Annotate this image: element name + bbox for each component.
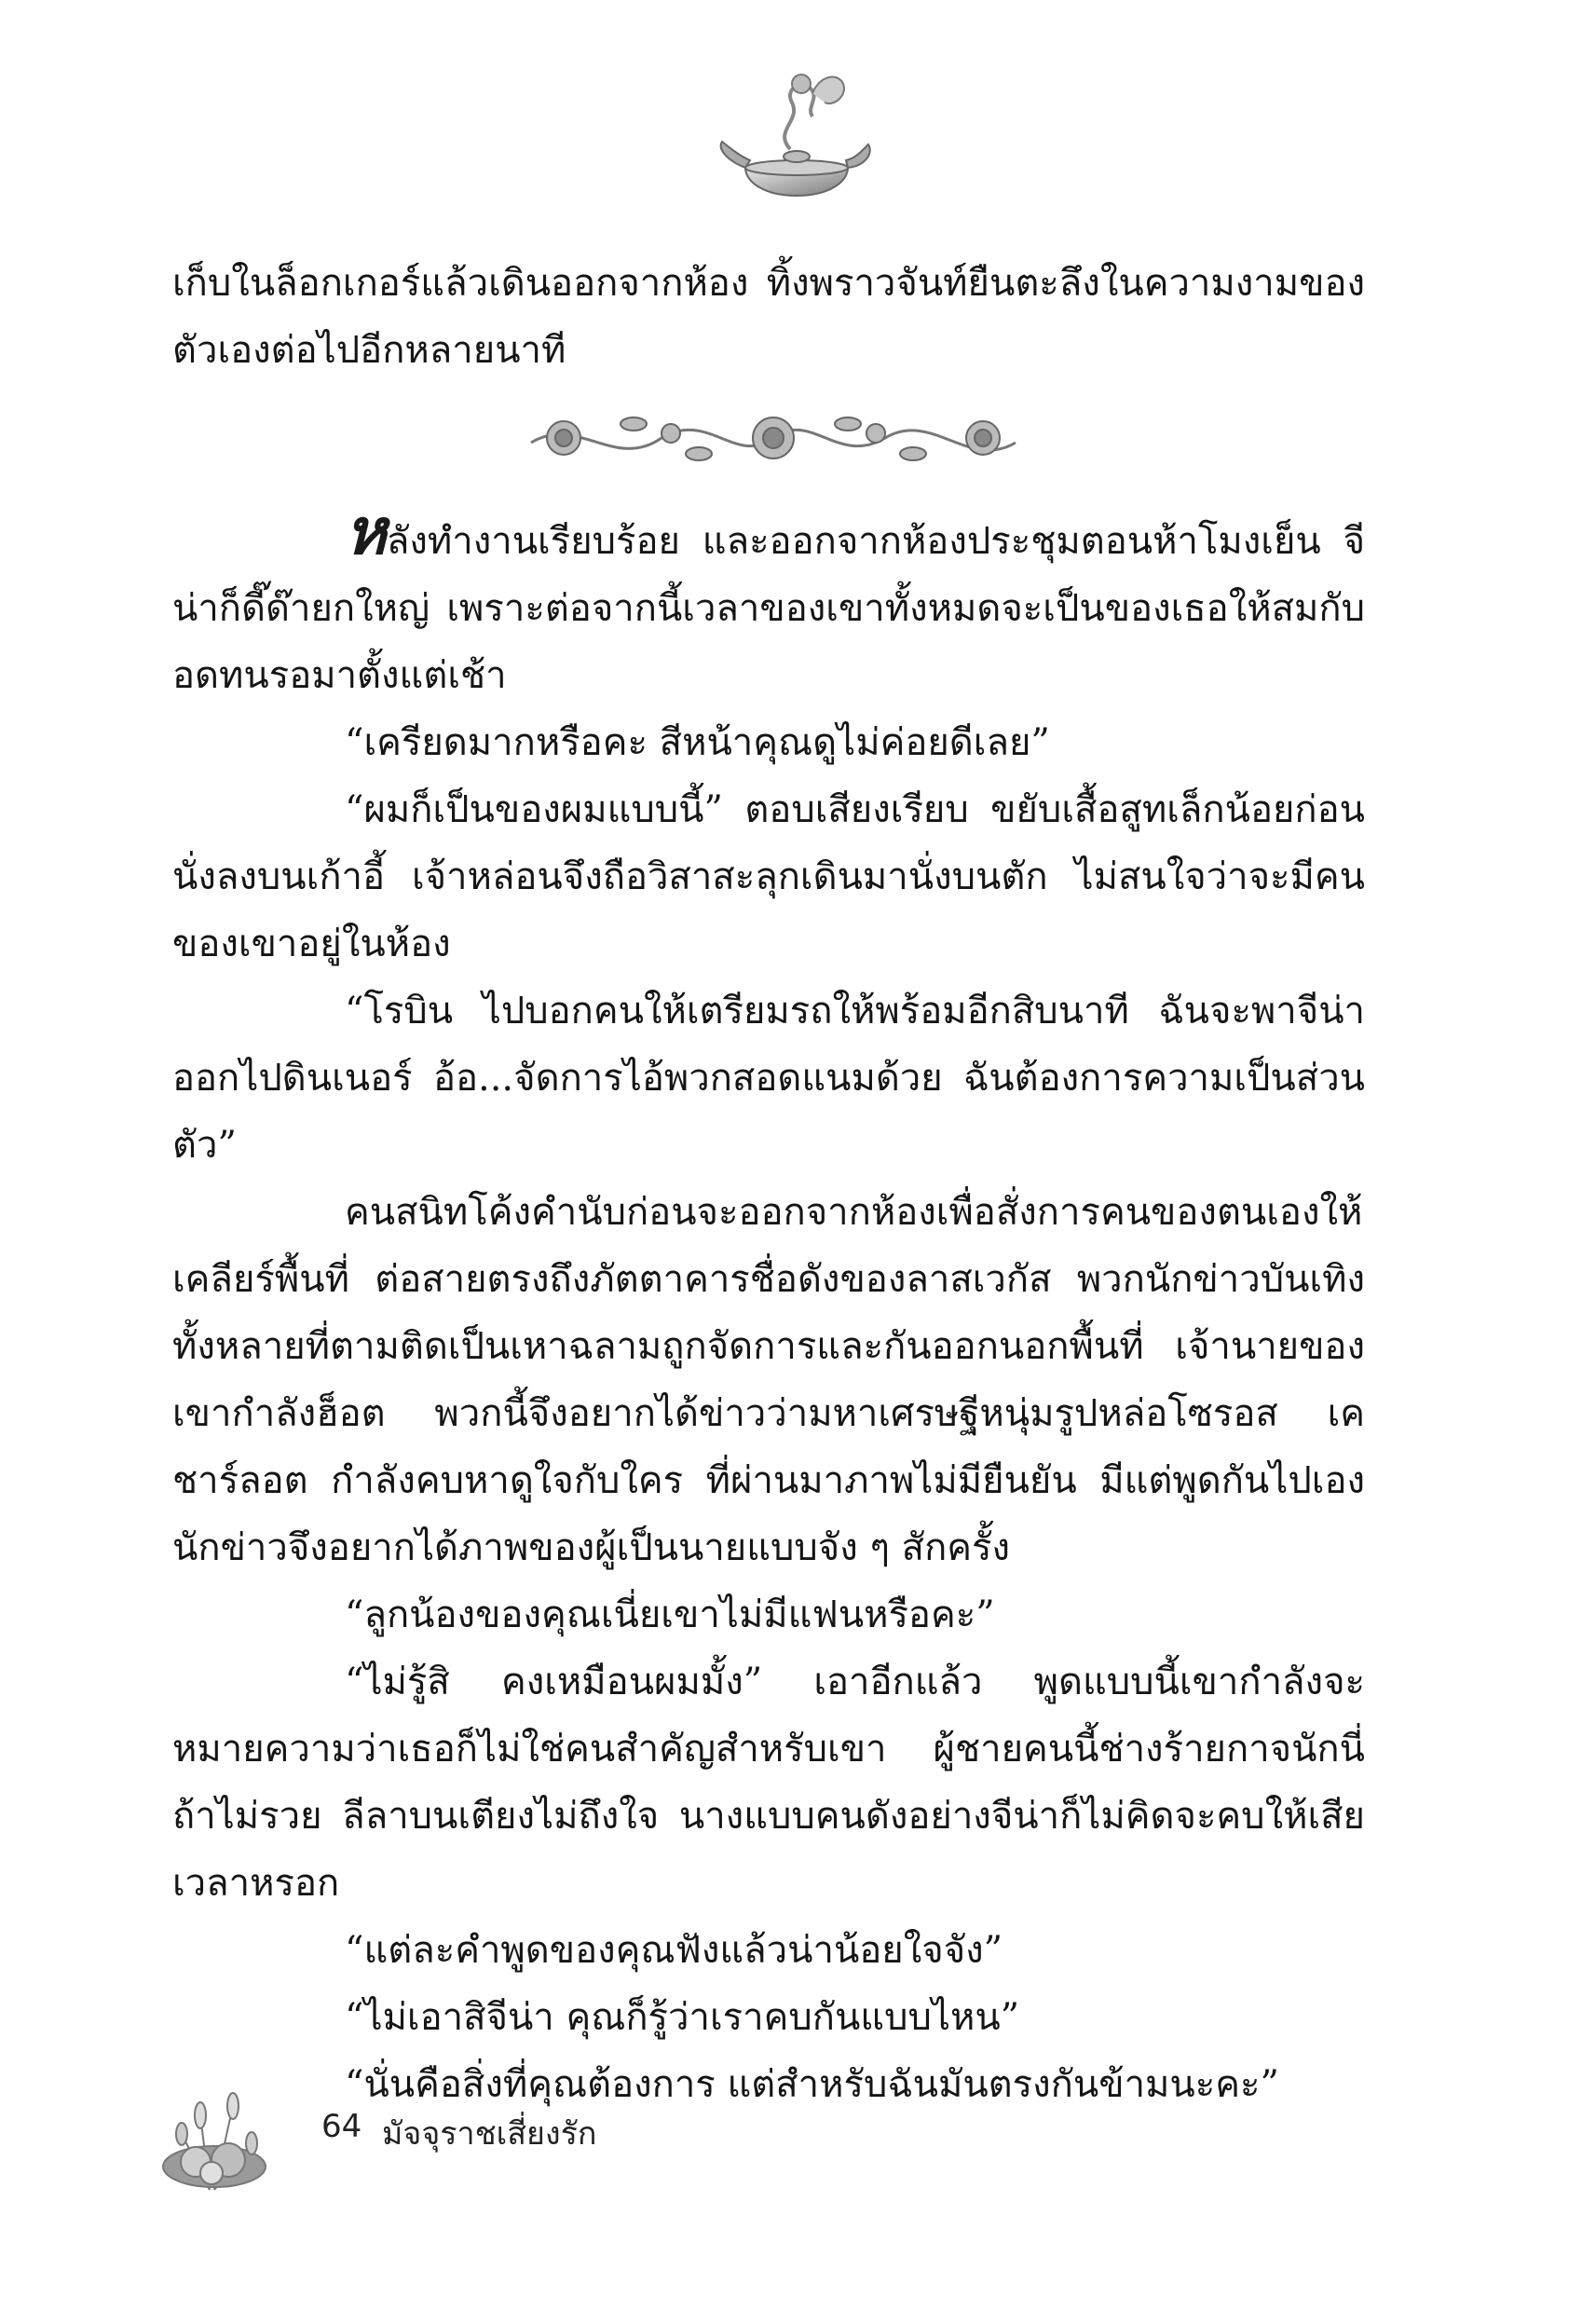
book-title: มัจจุราชเสี่ยงรัก bbox=[382, 2115, 597, 2153]
page-number: 64 bbox=[321, 2108, 362, 2145]
paragraph: “โรบิน ไปบอกคนให้เตรียมรถให้พร้อมอีกสิบนาที ฉันจะพาจีน่าออกไปดินเนอร์ อ้อ...จัดการไอ้พวกสอดแนมด้วย ฉันต้องการความเป็นส่วนตัว” bbox=[172, 990, 1365, 1167]
paragraph: “ไม่เอาสิจีน่า คุณก็รู้ว่าเราคบกันแบบไหน” bbox=[345, 1996, 1020, 2039]
genie-lamp-icon bbox=[708, 56, 885, 219]
flower-bouquet-icon bbox=[144, 2078, 284, 2199]
main-text-block bbox=[172, 495, 1365, 2118]
paragraph: “ผมก็เป็นของผมแบบนี้” ตอบเสียงเรียบ ขยับเสื้อสูทเล็กน้อยก่อนนั่งลงบนเก้าอี้ เจ้าหล่อนจึงถือวิสาสะลุกเดินมานั่งบนตัก ไม่สนใจว่าจะมีคนของเขาอยู่ในห้อง bbox=[172, 788, 1365, 965]
paragraph: “นั่นคือสิ่งที่คุณต้องการ แต่สำหรับฉันมันตรงกันข้ามนะคะ” bbox=[345, 2063, 1279, 2106]
paragraph: “แต่ละคำพูดของคุณฟังแล้วน่าน้อยใจจัง” bbox=[345, 1929, 1003, 1972]
opening-paragraph bbox=[172, 495, 1365, 709]
paragraph: คนสนิทโค้งคำนับก่อนจะออกจากห้องเพื่อสั่งการคนของตนเองให้เคลียร์พื้นที่ ต่อสายตรงถึงภัตตาคารชื่อดังของลาสเวกัส พวกนักข่าวบันเทิงทั้งหลายที่ตามติดเป็นเหาฉลามถูกจัดการและกันออกนอกพื้นที่ เจ้านายของเขากำลังฮ็อต พวกนี้จึงอยากได้ข่าวว่ามหาเศรษฐีหนุ่มรูปหล่อโซรอส เค ชาร์ลอต กำลังคบหาดูใจกับใคร ที่ผ่านมาภาพไม่มียืนยัน มีแต่พูดกันไปเอง นักข่าวจึงอยากได้ภาพของผู้เป็นนายแบบจัง ๆ สักครั้ง bbox=[172, 1191, 1365, 1569]
paragraph: “ลูกน้องของคุณเนี่ยเขาไม่มีแฟนหรือคะ” bbox=[345, 1593, 995, 1636]
drop-letter: ห bbox=[345, 495, 387, 569]
continuation-paragraph: เก็บในล็อกเกอร์แล้วเดินออกจากห้อง ทิ้งพราวจันท์ยืนตะลึงในความงามของตัวเองต่อไปอีกหลายนาที bbox=[172, 262, 1365, 372]
opening-paragraph-text: ลังทำงานเรียบร้อย และออกจากห้องประชุมตอนห้าโมงเย็น จีน่าก็ดี๊ด๊ายกใหญ่ เพราะต่อจากนี้เวลาของเขาทั้งหมดจะเป็นของเธอให้สมกับอดทนรอมาตั้งแต่เช้า bbox=[172, 520, 1365, 697]
paragraph: “ไม่รู้สิ คงเหมือนผมมั้ง” เอาอีกแล้ว พูดแบบนี้เขากำลังจะหมายความว่าเธอก็ไม่ใช่คนสำคัญสำหรับเขา ผู้ชายคนนี้ช่างร้ายกาจนักนี่ถ้าไม่รวย ลีลาบนเตียงไม่ถึงใจ นางแบบคนดังอย่างจีน่าก็ไม่คิดจะคบให้เสียเวลาหรอก bbox=[172, 1661, 1365, 1905]
rose-vine-divider bbox=[522, 396, 1025, 480]
paragraph: “เครียดมากหรือคะ สีหน้าคุณดูไม่ค่อยดีเลย” bbox=[345, 721, 1050, 764]
top-paragraph-block bbox=[172, 250, 1365, 384]
